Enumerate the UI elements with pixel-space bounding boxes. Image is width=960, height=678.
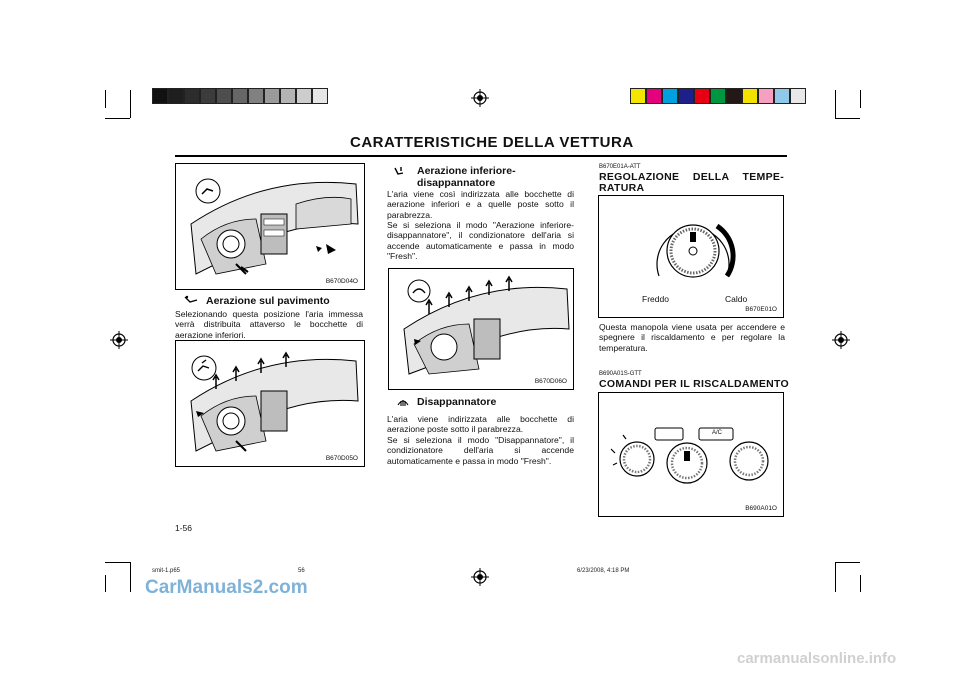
footer-date: 6/23/2008, 4:18 PM: [577, 568, 630, 574]
color-calibration-bar: [630, 88, 806, 104]
color-swatch: [774, 88, 790, 104]
crop-mark: [835, 90, 836, 118]
crop-mark: [105, 90, 106, 108]
dashboard-illustration: [389, 269, 572, 388]
color-swatch: [264, 88, 280, 104]
registration-mark-icon: [471, 568, 489, 586]
figure-code: B670D06O: [534, 378, 567, 385]
temperature-control-description: Questa manopola viene usata per accendere e spegnere il riscaldamento e per regolare la temperatura.: [599, 322, 785, 353]
color-swatch: [216, 88, 232, 104]
crop-mark: [105, 562, 130, 563]
figure-defrost: [388, 268, 574, 390]
section-code: B670E01A-ATT: [599, 164, 641, 170]
defrost-icon: [397, 397, 409, 407]
watermark-carmanualsonline[interactable]: carmanualsonline.info: [737, 650, 897, 667]
floor-defrost-description-1: L'aria viene così indirizzata alle bocchette di aerazione inferiori e a quelle poste sotto il parabrezza.: [387, 189, 574, 220]
heading-heating-controls: COMANDI PER IL RISCALDAMENTO: [599, 378, 790, 390]
color-swatch: [646, 88, 662, 104]
crop-mark: [130, 562, 131, 592]
crop-mark: [835, 562, 860, 563]
section-title-floor-defrost-1: Aerazione inferiore-: [417, 165, 516, 177]
color-swatch: [184, 88, 200, 104]
color-swatch: [694, 88, 710, 104]
footer-filename: smit-1.p65: [152, 568, 181, 574]
floor-vent-description: Selezionando questa posizione l'aria immessa verrà distribuita attaverso le bocchette di aerazione inferiori.: [175, 309, 363, 340]
crop-mark: [105, 575, 106, 592]
crop-mark: [860, 90, 861, 108]
figure-code: B670E01O: [745, 306, 777, 313]
crop-mark: [860, 575, 861, 592]
dashboard-illustration: [176, 164, 363, 288]
registration-mark-icon: [471, 89, 489, 107]
registration-mark-icon: [110, 331, 128, 349]
crop-mark: [835, 562, 836, 592]
crop-mark: [835, 118, 860, 119]
ac-button-label: A/C: [712, 430, 723, 436]
color-swatch: [758, 88, 774, 104]
color-swatch: [790, 88, 806, 104]
heating-panel-illustration: [599, 393, 782, 515]
page-number: 1-56: [175, 523, 193, 533]
grayscale-calibration-bar: [152, 88, 328, 104]
figure-code: B670D04O: [325, 278, 358, 285]
color-swatch: [662, 88, 678, 104]
heading-temperature-control: REGOLAZIONE DELLA TEMPE-RATURA: [599, 171, 784, 194]
color-swatch: [312, 88, 328, 104]
color-swatch: [152, 88, 168, 104]
color-swatch: [168, 88, 184, 104]
color-swatch: [742, 88, 758, 104]
crop-mark: [130, 90, 131, 118]
color-swatch: [200, 88, 216, 104]
footer-page: 56: [298, 568, 305, 574]
floor-vent-icon: [184, 295, 198, 305]
section-title-floor-defrost-2: disappannatore: [417, 177, 496, 189]
color-swatch: [296, 88, 312, 104]
header-rule: [175, 155, 787, 157]
section-title-defrost: Disappannatore: [417, 396, 497, 408]
color-swatch: [232, 88, 248, 104]
cold-label: Freddo: [642, 294, 669, 304]
figure-code: B670D05O: [325, 455, 358, 462]
defrost-description-2: Se si seleziona il modo "Disappannatore", il condizionatore dell'aria si accende automaticamente e passa in modo "Fresh".: [387, 435, 574, 466]
watermark-carmanuals2[interactable]: CarManuals2.com: [145, 577, 308, 598]
color-swatch: [726, 88, 742, 104]
floor-defrost-description-2: Se si seleziona il modo "Aerazione inferiore-disappannatore", il condizionatore dell'aria si accende automaticamente e passa in modo "Fresh".: [387, 220, 574, 262]
color-swatch: [678, 88, 694, 104]
section-title-floor-vent: Aerazione sul pavimento: [206, 295, 330, 307]
temperature-knob-illustration: [599, 196, 782, 316]
registration-mark-icon: [832, 331, 850, 349]
figure-heating-controls: [598, 392, 784, 517]
crop-mark: [105, 118, 130, 119]
page-title: CARATTERISTICHE DELLA VETTURA: [350, 134, 634, 151]
hot-label: Caldo: [725, 294, 748, 304]
figure-floor-defrost: [175, 340, 365, 467]
color-swatch: [630, 88, 646, 104]
figure-temperature-knob: [598, 195, 784, 318]
figure-code: B690A01O: [745, 505, 777, 512]
floor-defrost-icon: [393, 166, 405, 180]
color-swatch: [280, 88, 296, 104]
figure-floor-vent: [175, 163, 365, 290]
defrost-description-1: L'aria viene indirizzata alle bocchette di aerazione poste sotto il parabrezza.: [387, 414, 574, 435]
dashboard-illustration: [176, 341, 363, 465]
color-swatch: [248, 88, 264, 104]
color-swatch: [710, 88, 726, 104]
section-code: B690A01S-GTT: [599, 371, 642, 377]
